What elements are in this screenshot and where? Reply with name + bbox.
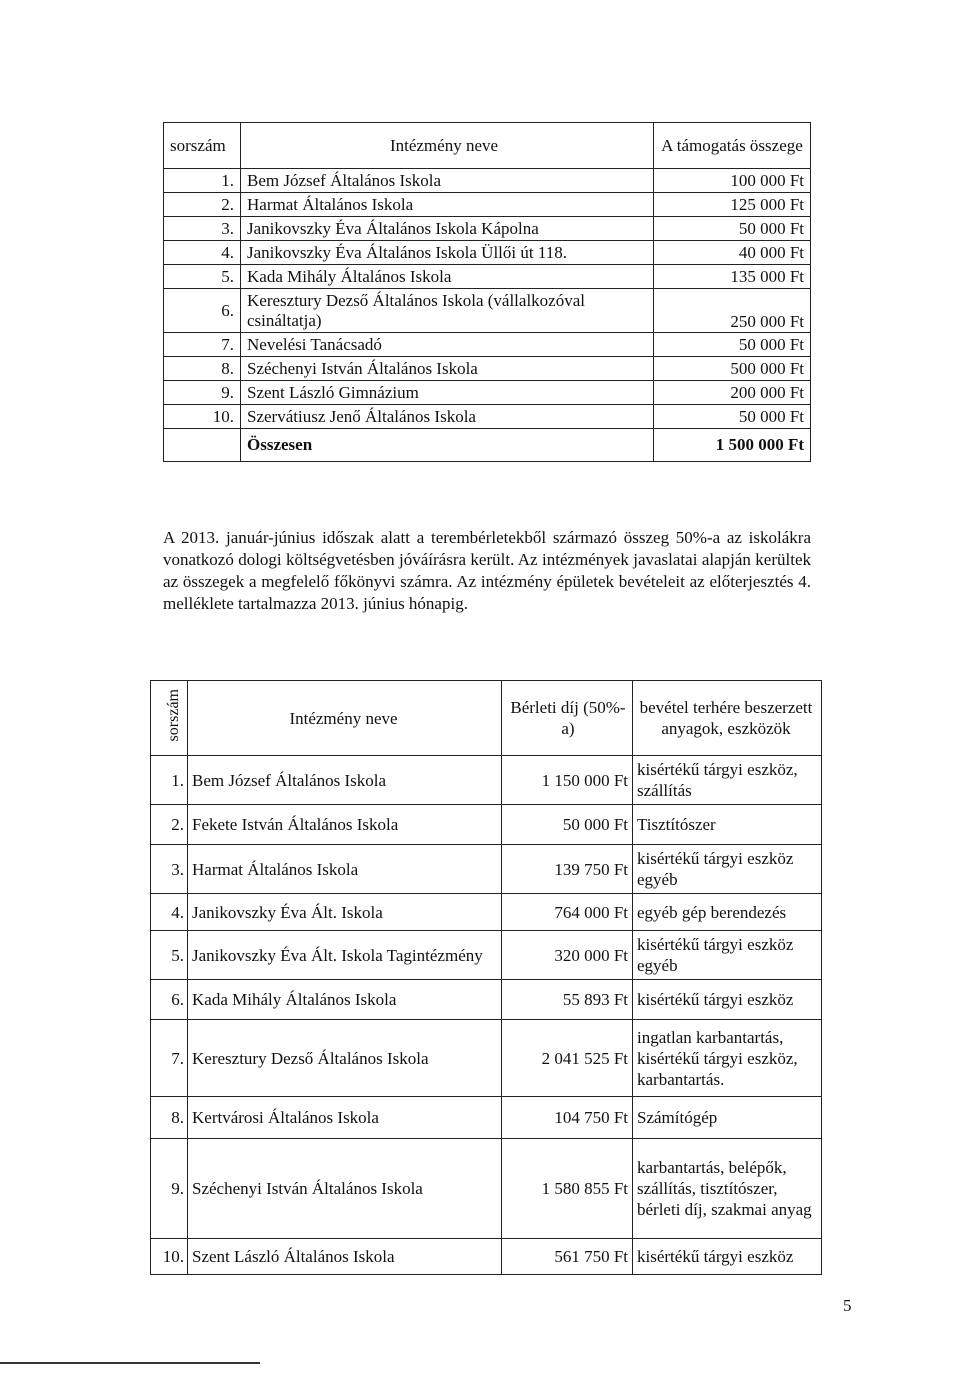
- row-number: 3.: [164, 217, 241, 241]
- table-row: [151, 931, 822, 980]
- table-row: [151, 894, 822, 931]
- row-number: 5.: [164, 265, 241, 289]
- row-number: 9.: [151, 1139, 188, 1239]
- row-rental-fee: 1 150 000 Ft: [502, 756, 633, 805]
- row-institution: Szent László Általános Iskola: [188, 1239, 502, 1275]
- table-row: [151, 1097, 822, 1139]
- row-institution: Keresztury Dezső Általános Iskola (vállalkozóval csináltatja): [241, 289, 654, 333]
- row-institution: Janikovszky Éva Általános Iskola Kápolna: [241, 217, 654, 241]
- row-amount: 135 000 Ft: [654, 265, 811, 289]
- row-institution: Széchenyi István Általános Iskola: [188, 1139, 502, 1239]
- row-number: 3.: [151, 845, 188, 894]
- header-sorszam-text: sorszám: [165, 689, 182, 742]
- row-number: 7.: [164, 333, 241, 357]
- table-row: [164, 333, 811, 357]
- row-number: 4.: [151, 894, 188, 931]
- table-row: [164, 241, 811, 265]
- row-purchased-items: ingatlan karbantartás, kisértékű tárgyi eszköz, karbantartás.: [633, 1020, 822, 1097]
- total-row: [164, 429, 811, 462]
- row-number: 6.: [164, 289, 241, 333]
- table-row: [151, 1239, 822, 1275]
- row-number: 2.: [151, 805, 188, 845]
- row-rental-fee: 561 750 Ft: [502, 1239, 633, 1275]
- row-institution: Keresztury Dezső Általános Iskola: [188, 1020, 502, 1097]
- row-amount: 125 000 Ft: [654, 193, 811, 217]
- total-label: Összesen: [241, 429, 654, 462]
- row-purchased-items: Számítógép: [633, 1097, 822, 1139]
- row-rental-fee: 50 000 Ft: [502, 805, 633, 845]
- row-amount: 100 000 Ft: [654, 169, 811, 193]
- row-number: 8.: [164, 357, 241, 381]
- row-rental-fee: 1 580 855 Ft: [502, 1139, 633, 1239]
- row-number: 8.: [151, 1097, 188, 1139]
- total-empty-cell: [164, 429, 241, 462]
- header-rental-fee: Bérleti díj (50%-a): [502, 681, 633, 756]
- row-institution: Bem József Általános Iskola: [241, 169, 654, 193]
- table-header-row: [151, 681, 822, 756]
- total-amount: 1 500 000 Ft: [654, 429, 811, 462]
- table-row: [164, 193, 811, 217]
- row-rental-fee: 55 893 Ft: [502, 980, 633, 1020]
- row-number: 1.: [164, 169, 241, 193]
- rental-income-table: [150, 680, 822, 1275]
- row-purchased-items: kisértékű tárgyi eszköz: [633, 980, 822, 1020]
- table-row: [164, 169, 811, 193]
- table-row: [151, 756, 822, 805]
- row-number: 9.: [164, 381, 241, 405]
- row-amount: 50 000 Ft: [654, 217, 811, 241]
- table-row: [151, 1020, 822, 1097]
- row-institution: Szervátiusz Jenő Általános Iskola: [241, 405, 654, 429]
- row-amount: 50 000 Ft: [654, 405, 811, 429]
- row-number: 10.: [164, 405, 241, 429]
- row-rental-fee: 2 041 525 Ft: [502, 1020, 633, 1097]
- table-row: [164, 381, 811, 405]
- support-amounts-table: [163, 122, 811, 462]
- row-institution: Harmat Általános Iskola: [188, 845, 502, 894]
- table-row: [164, 289, 811, 333]
- row-purchased-items: kisértékű tárgyi eszköz: [633, 1239, 822, 1275]
- table-row: [164, 405, 811, 429]
- table-row: [164, 217, 811, 241]
- row-number: 7.: [151, 1020, 188, 1097]
- row-purchased-items: Tisztítószer: [633, 805, 822, 845]
- row-amount: 40 000 Ft: [654, 241, 811, 265]
- header-support-amount: A támogatás összege: [654, 123, 811, 169]
- table-row: [151, 980, 822, 1020]
- row-purchased-items: egyéb gép berendezés: [633, 894, 822, 931]
- row-number: 1.: [151, 756, 188, 805]
- row-institution: Nevelési Tanácsadó: [241, 333, 654, 357]
- row-amount: 250 000 Ft: [654, 289, 811, 333]
- row-institution: Szent László Gimnázium: [241, 381, 654, 405]
- row-amount: 50 000 Ft: [654, 333, 811, 357]
- row-rental-fee: 320 000 Ft: [502, 931, 633, 980]
- row-institution: Fekete István Általános Iskola: [188, 805, 502, 845]
- row-purchased-items: kisértékű tárgyi eszköz egyéb: [633, 931, 822, 980]
- row-institution: Bem József Általános Iskola: [188, 756, 502, 805]
- row-number: 4.: [164, 241, 241, 265]
- row-institution: Kertvárosi Általános Iskola: [188, 1097, 502, 1139]
- row-rental-fee: 764 000 Ft: [502, 894, 633, 931]
- table-row: [151, 845, 822, 894]
- row-rental-fee: 139 750 Ft: [502, 845, 633, 894]
- table-row: [164, 357, 811, 381]
- row-amount: 500 000 Ft: [654, 357, 811, 381]
- row-institution: Kada Mihály Általános Iskola: [188, 980, 502, 1020]
- row-number: 10.: [151, 1239, 188, 1275]
- row-purchased-items: kisértékű tárgyi eszköz, szállítás: [633, 756, 822, 805]
- footer-divider: [0, 1362, 260, 1364]
- page-number: 5: [843, 1296, 852, 1315]
- row-amount: 200 000 Ft: [654, 381, 811, 405]
- row-institution: Harmat Általános Iskola: [241, 193, 654, 217]
- explanatory-paragraph: A 2013. január-június időszak alatt a terembérletekből származó összeg 50%-a az iskolákra vonatkozó dologi költségvetésben jóváírásra került. Az intézmények javaslatai alapján kerültek az összegek a megfelelő főkönyvi számra. Az intézmény épületek bevételeit az előterjesztés 4. melléklete tartalmazza 2013. június hónapig.: [163, 528, 811, 613]
- row-rental-fee: 104 750 Ft: [502, 1097, 633, 1139]
- row-purchased-items: kisértékű tárgyi eszköz egyéb: [633, 845, 822, 894]
- table-row: [151, 805, 822, 845]
- row-institution: Janikovszky Éva Ált. Iskola: [188, 894, 502, 931]
- table-row: [151, 1139, 822, 1239]
- header-sorszam: sorszám: [164, 123, 241, 169]
- row-institution: Kada Mihály Általános Iskola: [241, 265, 654, 289]
- header-purchased-items: bevétel terhére beszerzett anyagok, eszközök: [633, 681, 822, 756]
- row-institution: Janikovszky Éva Általános Iskola Üllői út 118.: [241, 241, 654, 265]
- row-number: 2.: [164, 193, 241, 217]
- row-institution: Janikovszky Éva Ált. Iskola Tagintézmény: [188, 931, 502, 980]
- row-institution: Széchenyi István Általános Iskola: [241, 357, 654, 381]
- header-institution-name: Intézmény neve: [241, 123, 654, 169]
- row-number: 6.: [151, 980, 188, 1020]
- row-purchased-items: karbantartás, belépők, szállítás, tisztítószer, bérleti díj, szakmai anyag: [633, 1139, 822, 1239]
- header-institution-name: Intézmény neve: [188, 681, 502, 756]
- table-row: [164, 265, 811, 289]
- header-sorszam: [151, 681, 188, 756]
- table-header-row: [164, 123, 811, 169]
- row-number: 5.: [151, 931, 188, 980]
